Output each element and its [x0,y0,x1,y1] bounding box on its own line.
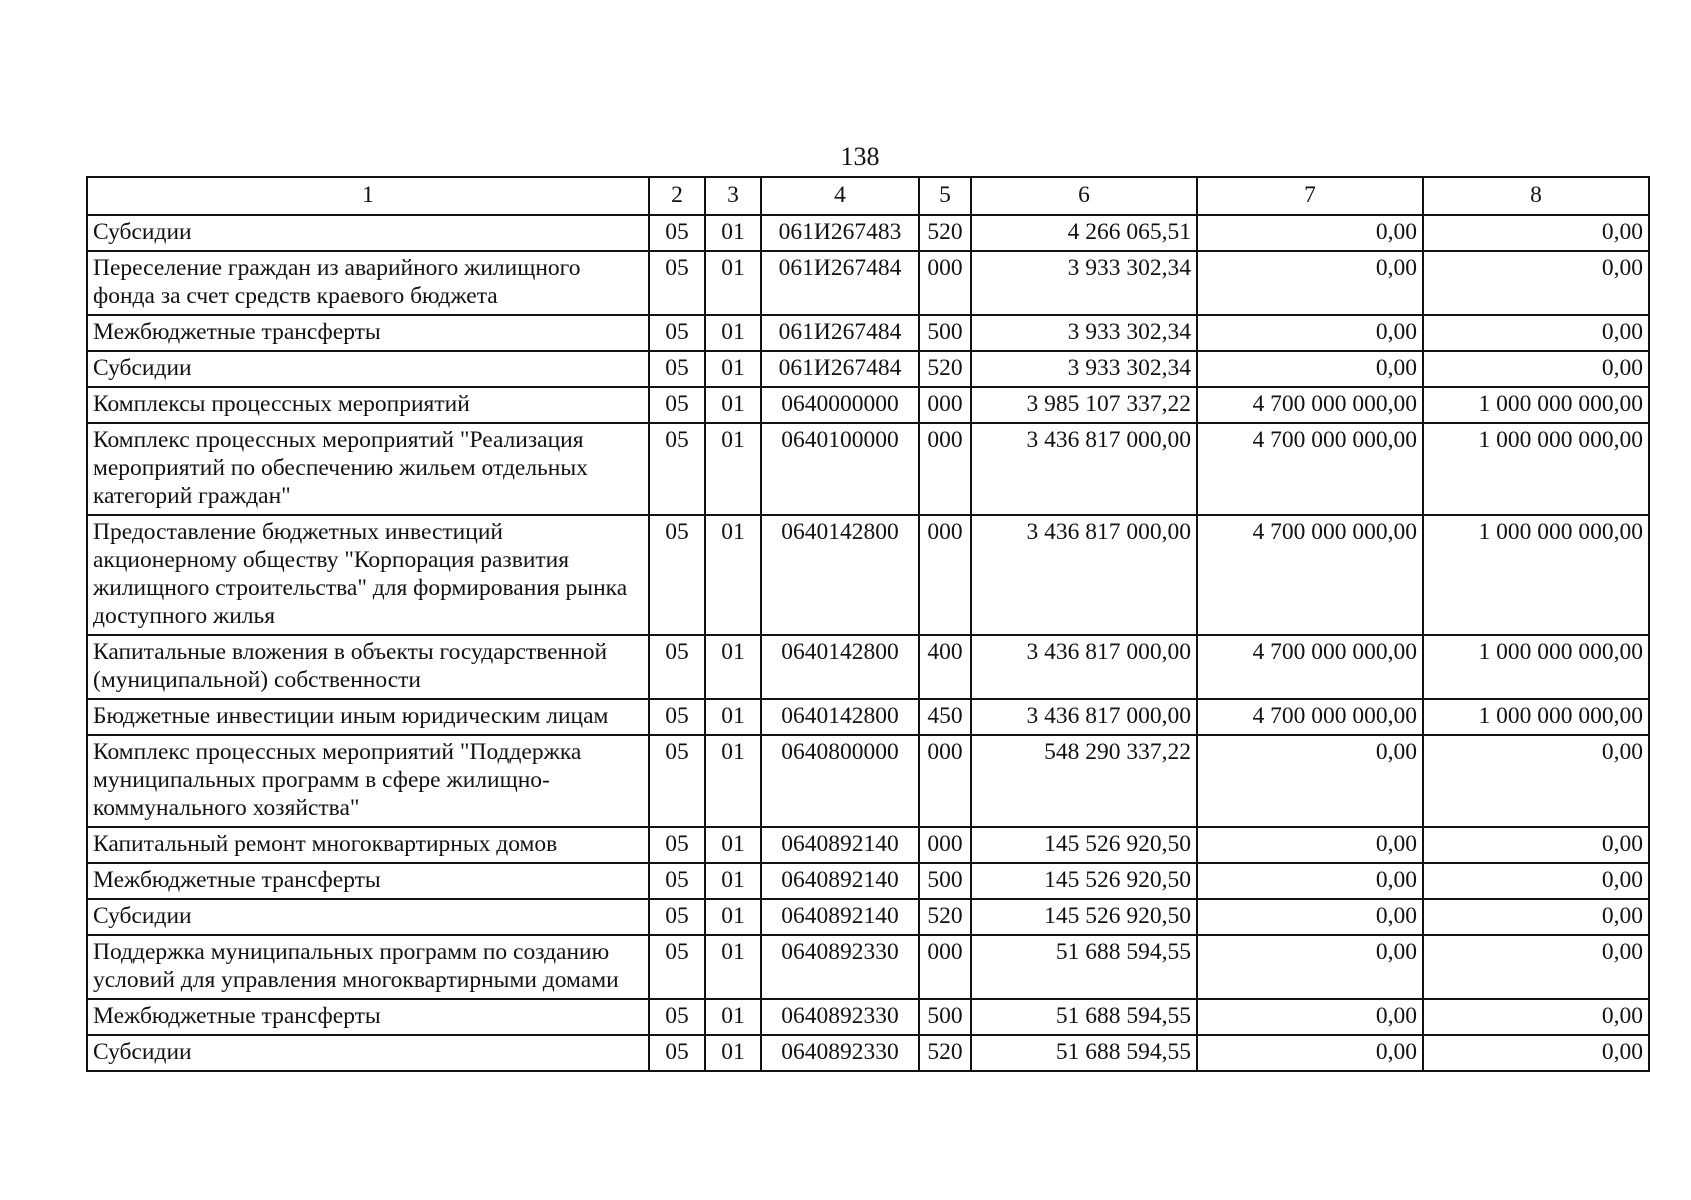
section-code: 05 [649,699,705,735]
amount-col-8: 0,00 [1423,935,1649,999]
column-header: 5 [919,177,971,215]
column-header: 3 [705,177,761,215]
amount-col-6: 3 436 817 000,00 [971,515,1197,635]
section-code: 05 [649,999,705,1035]
amount-col-8: 1 000 000 000,00 [1423,699,1649,735]
row-name: Переселение граждан из аварийного жилищного фонда за счет средств краевого бюджета [87,251,649,315]
target-article-code: 0640100000 [761,423,919,515]
table-row [87,351,1649,387]
expense-type-code: 450 [919,699,971,735]
amount-col-7: 0,00 [1197,735,1423,827]
column-header: 4 [761,177,919,215]
expense-type-code: 520 [919,899,971,935]
amount-col-8: 1 000 000 000,00 [1423,387,1649,423]
row-name: Капитальный ремонт многоквартирных домов [87,827,649,863]
column-header: 1 [87,177,649,215]
amount-col-7: 0,00 [1197,351,1423,387]
subsection-code: 01 [705,423,761,515]
section-code: 05 [649,1035,705,1071]
section-code: 05 [649,735,705,827]
amount-col-7: 0,00 [1197,863,1423,899]
amount-col-7: 4 700 000 000,00 [1197,699,1423,735]
section-code: 05 [649,215,705,251]
amount-col-8: 0,00 [1423,251,1649,315]
expense-type-code: 000 [919,935,971,999]
target-article-code: 0640892140 [761,827,919,863]
section-code: 05 [649,351,705,387]
subsection-code: 01 [705,899,761,935]
section-code: 05 [649,251,705,315]
amount-col-6: 145 526 920,50 [971,863,1197,899]
subsection-code: 01 [705,351,761,387]
amount-col-7: 4 700 000 000,00 [1197,387,1423,423]
expense-type-code: 400 [919,635,971,699]
section-code: 05 [649,387,705,423]
amount-col-6: 145 526 920,50 [971,899,1197,935]
amount-col-7: 0,00 [1197,827,1423,863]
table-row [87,699,1649,735]
amount-col-8: 1 000 000 000,00 [1423,515,1649,635]
amount-col-6: 3 436 817 000,00 [971,699,1197,735]
table-row [87,635,1649,699]
expense-type-code: 520 [919,351,971,387]
amount-col-7: 0,00 [1197,935,1423,999]
amount-col-7: 0,00 [1197,251,1423,315]
subsection-code: 01 [705,699,761,735]
target-article-code: 0640892140 [761,899,919,935]
table-row [87,1035,1649,1071]
expense-type-code: 000 [919,423,971,515]
target-article-code: 061И267484 [761,315,919,351]
column-header: 7 [1197,177,1423,215]
amount-col-8: 0,00 [1423,351,1649,387]
row-name: Комплекс процессных мероприятий "Поддержка муниципальных программ в сфере жилищно-коммунального хозяйства" [87,735,649,827]
target-article-code: 0640142800 [761,699,919,735]
table-row [87,935,1649,999]
amount-col-6: 3 933 302,34 [971,251,1197,315]
row-name: Капитальные вложения в объекты государственной (муниципальной) собственности [87,635,649,699]
amount-col-8: 1 000 000 000,00 [1423,423,1649,515]
amount-col-8: 0,00 [1423,1035,1649,1071]
row-name: Поддержка муниципальных программ по созданию условий для управления многоквартирными домами [87,935,649,999]
amount-col-6: 3 933 302,34 [971,315,1197,351]
row-name: Субсидии [87,1035,649,1071]
budget-table [86,176,1650,1072]
row-name: Предоставление бюджетных инвестиций акционерному обществу "Корпорация развития жилищного строительства" для формирования рынка доступного жилья [87,515,649,635]
section-code: 05 [649,935,705,999]
table-row [87,899,1649,935]
target-article-code: 0640892330 [761,935,919,999]
amount-col-6: 3 933 302,34 [971,351,1197,387]
subsection-code: 01 [705,515,761,635]
amount-col-6: 4 266 065,51 [971,215,1197,251]
amount-col-6: 145 526 920,50 [971,827,1197,863]
section-code: 05 [649,515,705,635]
table-row [87,863,1649,899]
subsection-code: 01 [705,863,761,899]
amount-col-6: 51 688 594,55 [971,1035,1197,1071]
expense-type-code: 520 [919,1035,971,1071]
subsection-code: 01 [705,315,761,351]
page-number: 138 [840,142,880,171]
amount-col-7: 4 700 000 000,00 [1197,423,1423,515]
amount-col-7: 4 700 000 000,00 [1197,515,1423,635]
row-name: Межбюджетные трансферты [87,863,649,899]
target-article-code: 0640800000 [761,735,919,827]
section-code: 05 [649,315,705,351]
amount-col-8: 0,00 [1423,215,1649,251]
section-code: 05 [649,863,705,899]
amount-col-7: 0,00 [1197,1035,1423,1071]
amount-col-6: 548 290 337,22 [971,735,1197,827]
section-code: 05 [649,827,705,863]
amount-col-7: 0,00 [1197,899,1423,935]
amount-col-8: 0,00 [1423,863,1649,899]
section-code: 05 [649,635,705,699]
amount-col-6: 3 436 817 000,00 [971,635,1197,699]
section-code: 05 [649,423,705,515]
table-row [87,827,1649,863]
subsection-code: 01 [705,735,761,827]
subsection-code: 01 [705,215,761,251]
target-article-code: 061И267484 [761,351,919,387]
column-header: 8 [1423,177,1649,215]
amount-col-8: 1 000 000 000,00 [1423,635,1649,699]
table-row [87,423,1649,515]
target-article-code: 0640142800 [761,635,919,699]
subsection-code: 01 [705,827,761,863]
expense-type-code: 520 [919,215,971,251]
expense-type-code: 000 [919,515,971,635]
column-header: 2 [649,177,705,215]
table-row [87,251,1649,315]
subsection-code: 01 [705,999,761,1035]
amount-col-8: 0,00 [1423,899,1649,935]
expense-type-code: 000 [919,387,971,423]
row-name: Бюджетные инвестиции иным юридическим лицам [87,699,649,735]
amount-col-8: 0,00 [1423,827,1649,863]
target-article-code: 0640892140 [761,863,919,899]
table-row [87,515,1649,635]
amount-col-6: 51 688 594,55 [971,999,1197,1035]
target-article-code: 0640892330 [761,999,919,1035]
subsection-code: 01 [705,1035,761,1071]
amount-col-8: 0,00 [1423,735,1649,827]
amount-col-7: 0,00 [1197,315,1423,351]
target-article-code: 0640000000 [761,387,919,423]
target-article-code: 061И267483 [761,215,919,251]
header-row [87,177,1649,215]
subsection-code: 01 [705,387,761,423]
expense-type-code: 000 [919,251,971,315]
row-name: Комплекс процессных мероприятий "Реализация мероприятий по обеспечению жильем отдельных категорий граждан" [87,423,649,515]
table-row [87,215,1649,251]
expense-type-code: 500 [919,863,971,899]
amount-col-6: 3 436 817 000,00 [971,423,1197,515]
subsection-code: 01 [705,251,761,315]
expense-type-code: 500 [919,315,971,351]
amount-col-7: 4 700 000 000,00 [1197,635,1423,699]
amount-col-7: 0,00 [1197,999,1423,1035]
table-row [87,387,1649,423]
table-row [87,315,1649,351]
row-name: Субсидии [87,215,649,251]
amount-col-6: 51 688 594,55 [971,935,1197,999]
section-code: 05 [649,899,705,935]
table-row [87,999,1649,1035]
expense-type-code: 000 [919,827,971,863]
row-name: Межбюджетные трансферты [87,315,649,351]
amount-col-8: 0,00 [1423,999,1649,1035]
column-header: 6 [971,177,1197,215]
expense-type-code: 500 [919,999,971,1035]
subsection-code: 01 [705,935,761,999]
amount-col-8: 0,00 [1423,315,1649,351]
row-name: Субсидии [87,351,649,387]
subsection-code: 01 [705,635,761,699]
expense-type-code: 000 [919,735,971,827]
amount-col-6: 3 985 107 337,22 [971,387,1197,423]
row-name: Межбюджетные трансферты [87,999,649,1035]
amount-col-7: 0,00 [1197,215,1423,251]
row-name: Комплексы процессных мероприятий [87,387,649,423]
target-article-code: 061И267484 [761,251,919,315]
row-name: Субсидии [87,899,649,935]
target-article-code: 0640142800 [761,515,919,635]
table-row [87,735,1649,827]
target-article-code: 0640892330 [761,1035,919,1071]
